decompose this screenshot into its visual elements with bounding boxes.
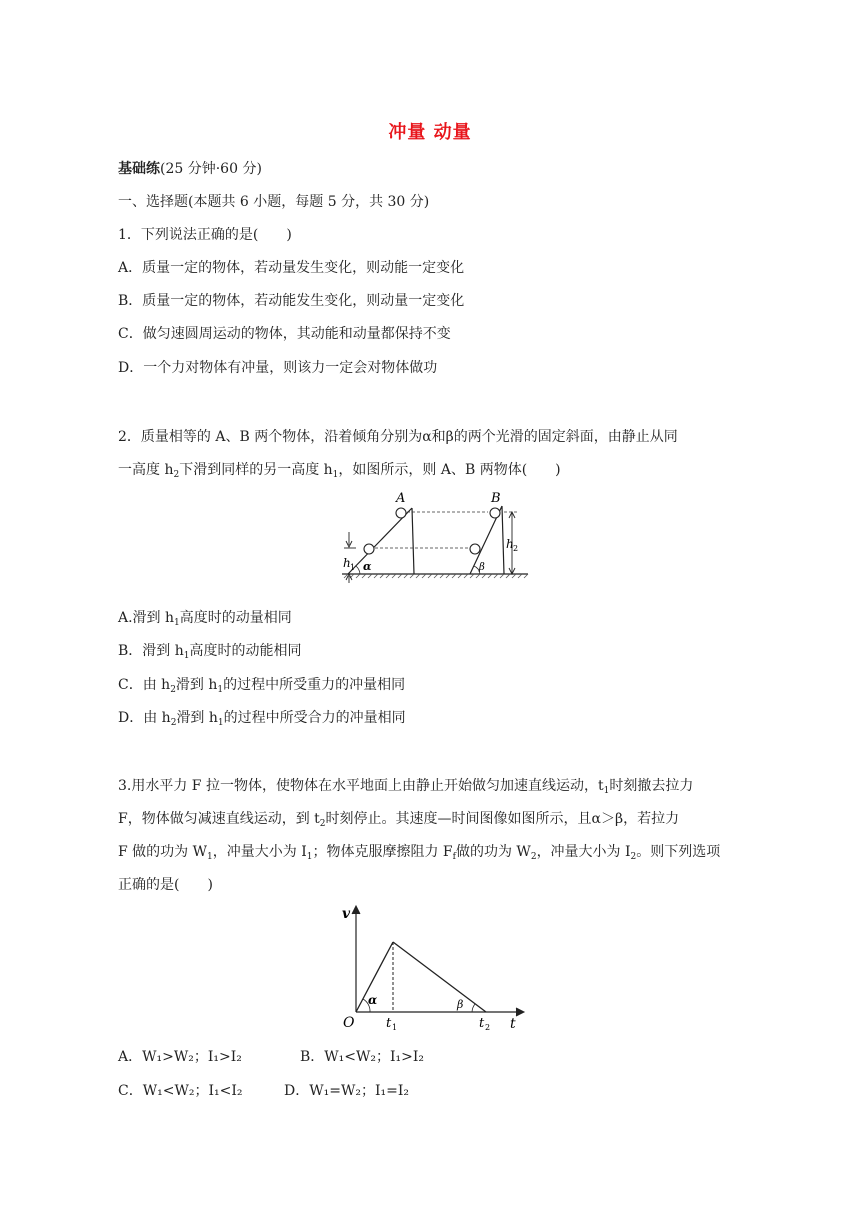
label-t: t xyxy=(510,1016,516,1032)
label-v: v xyxy=(342,906,351,922)
q3-option-a: A．W₁>W₂；I₁>I₂ xyxy=(118,1049,242,1065)
q3-stem-line2: F，物体做匀减速直线运动，到 $t_2$时刻停止。其速度—时间图像如图所示，且α＞β，若拉力 xyxy=(118,811,680,829)
label-t2-sub: 2 xyxy=(485,1023,491,1032)
part-heading: 一、选择题(本题共 6 小题，每题 5 分，共 30 分) xyxy=(118,194,430,210)
label-h1-sub: 1 xyxy=(350,563,356,572)
incline-figure xyxy=(330,488,535,583)
q2-option-c: C．由 $h_2$滑到 $h_1$的过程中所受重力的冲量相同 xyxy=(118,677,406,695)
q2-stem-line1: 2．质量相等的 A、B 两个物体，沿着倾角分别为α和β的两个光滑的固定斜面，由静止从同 xyxy=(118,429,678,445)
label-t1: t xyxy=(386,1016,392,1031)
section-label: 基础练 xyxy=(118,161,160,177)
label-b: B xyxy=(491,491,501,506)
label-h1: h xyxy=(343,556,351,570)
label-h2-sub: 2 xyxy=(513,544,519,553)
q3-stem-line4: 正确的是( ) xyxy=(118,877,213,893)
label-t1-sub: 1 xyxy=(392,1023,398,1032)
label-origin: O xyxy=(343,1015,355,1031)
vt-graph xyxy=(336,900,528,1035)
q2-option-a: A.滑到 $h_1$高度时的动量相同 xyxy=(118,610,292,628)
q3-option-b: B．W₁<W₂；I₁>I₂ xyxy=(300,1049,425,1065)
label-t2: t xyxy=(479,1016,485,1031)
q3-option-c: C．W₁<W₂；I₁<I₂ xyxy=(118,1083,243,1099)
section-header xyxy=(118,160,262,178)
q3-stem-line1: 3.用水平力 F 拉一物体，使物体在水平地面上由静止开始做匀加速直线运动，$t_1$时刻撤去拉力 xyxy=(118,778,694,796)
q3-option-d: D．W₁=W₂；I₁=I₂ xyxy=(284,1083,409,1099)
label-beta: β xyxy=(479,562,485,573)
label-a: A xyxy=(396,491,406,506)
label-alpha: α xyxy=(368,993,378,1007)
label-alpha: α xyxy=(363,560,372,573)
q1-option-c: C．做匀速圆周运动的物体，其动能和动量都保持不变 xyxy=(118,326,451,342)
q2-option-b: B．滑到 $h_1$高度时的动能相同 xyxy=(118,643,302,661)
q2-stem-line2: 一高度 $h_2$下滑到同样的另一高度 $h_1$，如图所示，则 A、B 两物体( ) xyxy=(118,462,561,480)
q1-option-d: D．一个力对物体有冲量，则该力一定会对物体做功 xyxy=(118,360,438,376)
q1-stem: 1．下列说法正确的是( ) xyxy=(118,227,292,243)
page-title: 冲量 动量 xyxy=(388,122,472,143)
q2-option-d: D．由 $h_2$滑到 $h_1$的过程中所受合力的冲量相同 xyxy=(118,710,406,728)
label-h2: h xyxy=(506,537,514,551)
q1-option-a: A．质量一定的物体，若动量发生变化，则动能一定变化 xyxy=(118,260,465,276)
label-beta: β xyxy=(457,998,464,1011)
q3-stem-line3: F 做的功为 $W_1$，冲量大小为 $I_1$；物体克服摩擦阻力 $F_f$做的功为 $W_2$，冲量大小为 $I_2$。则下列选项 xyxy=(118,844,721,862)
q1-option-b: B．质量一定的物体，若动能发生变化，则动量一定变化 xyxy=(118,293,465,309)
section-time: (25 分钟·60 分) xyxy=(160,161,262,177)
